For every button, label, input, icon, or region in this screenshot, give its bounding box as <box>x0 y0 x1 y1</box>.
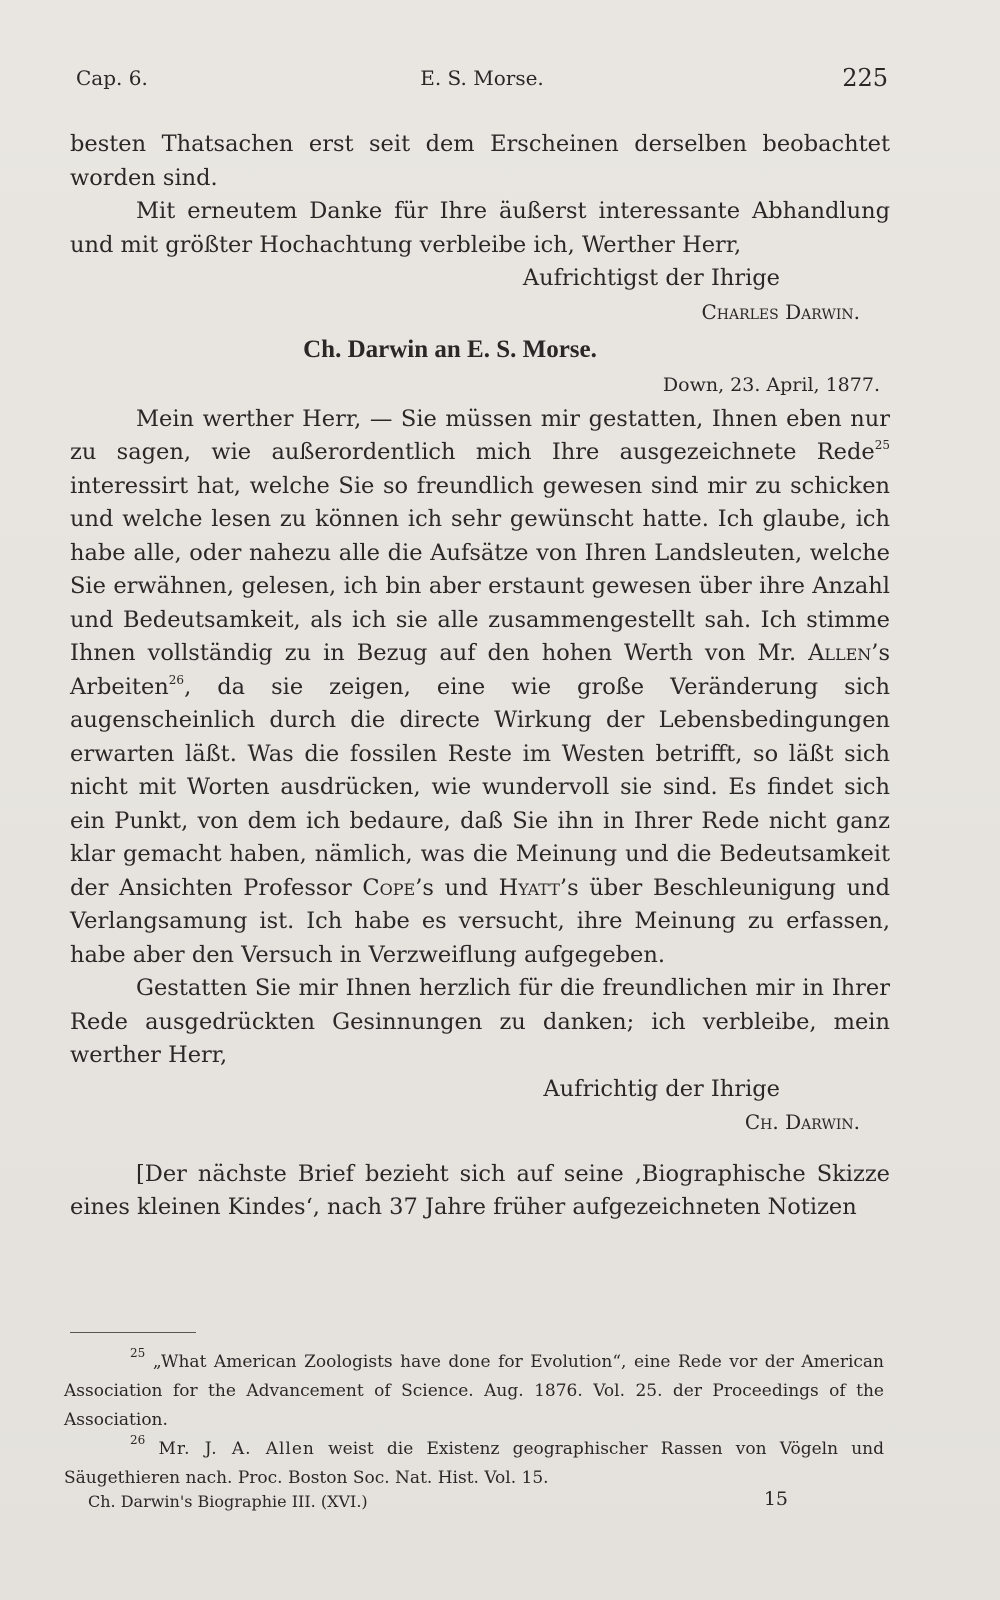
running-header <box>76 66 888 98</box>
letter2-paragraph-1 <box>70 403 890 973</box>
letter1-closing: besten Thatsachen erst seit dem Erscheinen derselben beobachtet worden sind. <box>70 131 890 191</box>
letter1-signature: Charles Darwin. <box>701 299 860 324</box>
footnote-number: 26 <box>130 1433 146 1447</box>
footnote-number: 25 <box>130 1346 146 1360</box>
sheet-number: 15 <box>763 1488 788 1510</box>
name-hyatt: Hyatt <box>498 874 560 901</box>
text-run: interessirt hat, welche Sie so freundlich gewesen sind mir zu schicken und welche lesen zu können ich sehr gewünscht hatte. Ich glaube, ich habe alle, oder nahezu alle die Aufsätze von Ihren Landsleuten, welche Sie erwähnen, gelesen, ich bin aber erstaunt gewesen über ihre Anzahl und Bedeutsamkeit, als ich sie alle zusammengestellt sah. Ich stimme Ihnen vollständig zu in Bezug auf den hohen Werth von Mr. <box>70 472 890 666</box>
footnote-author: Mr. J. A. Allen <box>158 1439 315 1459</box>
signature-mark: Ch. Darwin's Biographie III. (XVI.) <box>88 1492 368 1511</box>
name-cope: Cope <box>362 874 416 901</box>
editorial-note: [Der nächste Brief bezieht sich auf seine ‚Biographische Skizze eines kleinen Kindes‘, nach 37 Jahre früher aufgezeichneten Notizen <box>70 1160 890 1220</box>
footnotes <box>64 1348 884 1493</box>
name-allen: Allen <box>808 640 872 666</box>
running-title: E. S. Morse. <box>420 66 544 90</box>
letter1-thanks: Mit erneutem Danke für Ihre äußerst interessante Abhandlung und mit größter Hochachtung verbleibe ich, Werther Herr, <box>70 198 890 258</box>
footnote-text: „What American Zoologists have done for Evolution“, eine Rede vor der American Association for the Advancement of Science. Aug. 1876. Vol. 25. der Proceedings of the Association. <box>64 1352 885 1430</box>
footnote-divider <box>70 1332 196 1333</box>
letter2-heading: Ch. Darwin an E. S. Morse. <box>303 336 597 363</box>
letter2-valediction: Aufrichtig der Ihrige <box>543 1075 780 1102</box>
letter1-valediction: Aufrichtigst der Ihrige <box>522 265 780 291</box>
footnote-ref-26: 26 <box>168 672 185 687</box>
footnote-text: weist die Existenz geographischer Rassen von Vögeln und Säugethieren nach. Proc. Boston Soc. Nat. Hist. Vol. 15. <box>64 1439 884 1488</box>
letter2-dateline: Down, 23. April, 1877. <box>662 374 880 396</box>
footnote-25 <box>64 1348 884 1435</box>
text-run: Mein werther Herr, — Sie müssen mir gestatten, Ihnen eben nur zu sagen, wie außerordentlich mich Ihre ausgezeichnete Rede <box>70 405 890 465</box>
footnote-ref-25: 25 <box>874 438 890 452</box>
footnote-26 <box>64 1435 884 1493</box>
letter2-signature: Ch. Darwin. <box>744 1110 860 1134</box>
letter2-paragraph-2: Gestatten Sie mir Ihnen herzlich für die freundlichen mir in Ihrer Rede ausgedrückten Gesinnungen zu danken; ich verbleibe, mein werther Herr, <box>70 975 890 1068</box>
text-run: , da sie zeigen, eine wie große Veränderung sich augenscheinlich durch die directe Wirkung der Lebensbedingungen erwarten läßt. Was die fossilen Reste im Westen betrifft, so läßt sich nicht mit Worten ausdrücken, wie wundervoll sie sind. Es findet sich ein Punkt, von dem ich bedaure, daß Sie ihn in Ihrer Rede nicht ganz klar gemacht haben, nämlich, was die Meinung und die Bedeutsamkeit der Ansichten Professor <box>70 673 890 901</box>
main-text <box>70 128 890 1225</box>
chapter-label: Cap. 6. <box>76 66 148 90</box>
text-run: ’s und <box>415 874 499 901</box>
page-number: 225 <box>842 64 888 92</box>
text-run: ’s Arbeiten <box>70 640 890 700</box>
text-run: ’s über Beschleunigung und Verlangsamung ist. Ich habe es versucht, ihre Meinung zu erfassen, habe aber den Versuch in Verzweiflung aufgegeben. <box>70 874 890 968</box>
